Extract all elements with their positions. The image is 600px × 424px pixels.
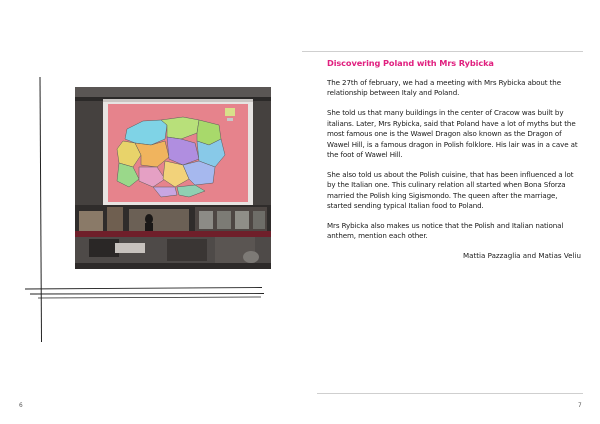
- bottom-divider: [317, 393, 583, 394]
- article: [327, 58, 581, 260]
- right-page-number: 7: [578, 403, 582, 409]
- article-authors: Mattia Pazzaglia and Matias Veliu: [463, 251, 581, 261]
- article-paragraph: The 27th of february, we had a meeting with Mrs Rybicka about the relationship between Italy and Poland.: [327, 78, 561, 98]
- photo-illustration: [75, 87, 271, 269]
- article-paragraph: She also told us about the Polish cuisine, that has been influenced a lot by the Italian one. This culinary relation all started when Bona Sforza married the Polish king Sigismondo. The queen after the marriage, started sending typical Italian food to Poland.: [327, 169, 574, 211]
- left-page-number: 6: [19, 403, 23, 409]
- top-divider: [302, 51, 583, 52]
- presenter-figure: [145, 214, 153, 224]
- classroom-projector-photo: [75, 87, 271, 269]
- article-paragraph: Mrs Rybicka also makes us notice that the Polish and Italian national anthem, mention each other.: [327, 220, 564, 241]
- article-paragraph: She told us that many buildings in the center of Cracow was built by italians. Later, Mrs Rybicka, said that Poland have a lot of myths but the most famous one is the Wawel Dragon also known as the Dragon of Wawel Hill, is a famous dragon in Polish folklore. His lair was in a cave at the foot of Wawel Hill.: [327, 108, 578, 159]
- article-title: Discovering Poland with Mrs Rybicka: [327, 58, 494, 68]
